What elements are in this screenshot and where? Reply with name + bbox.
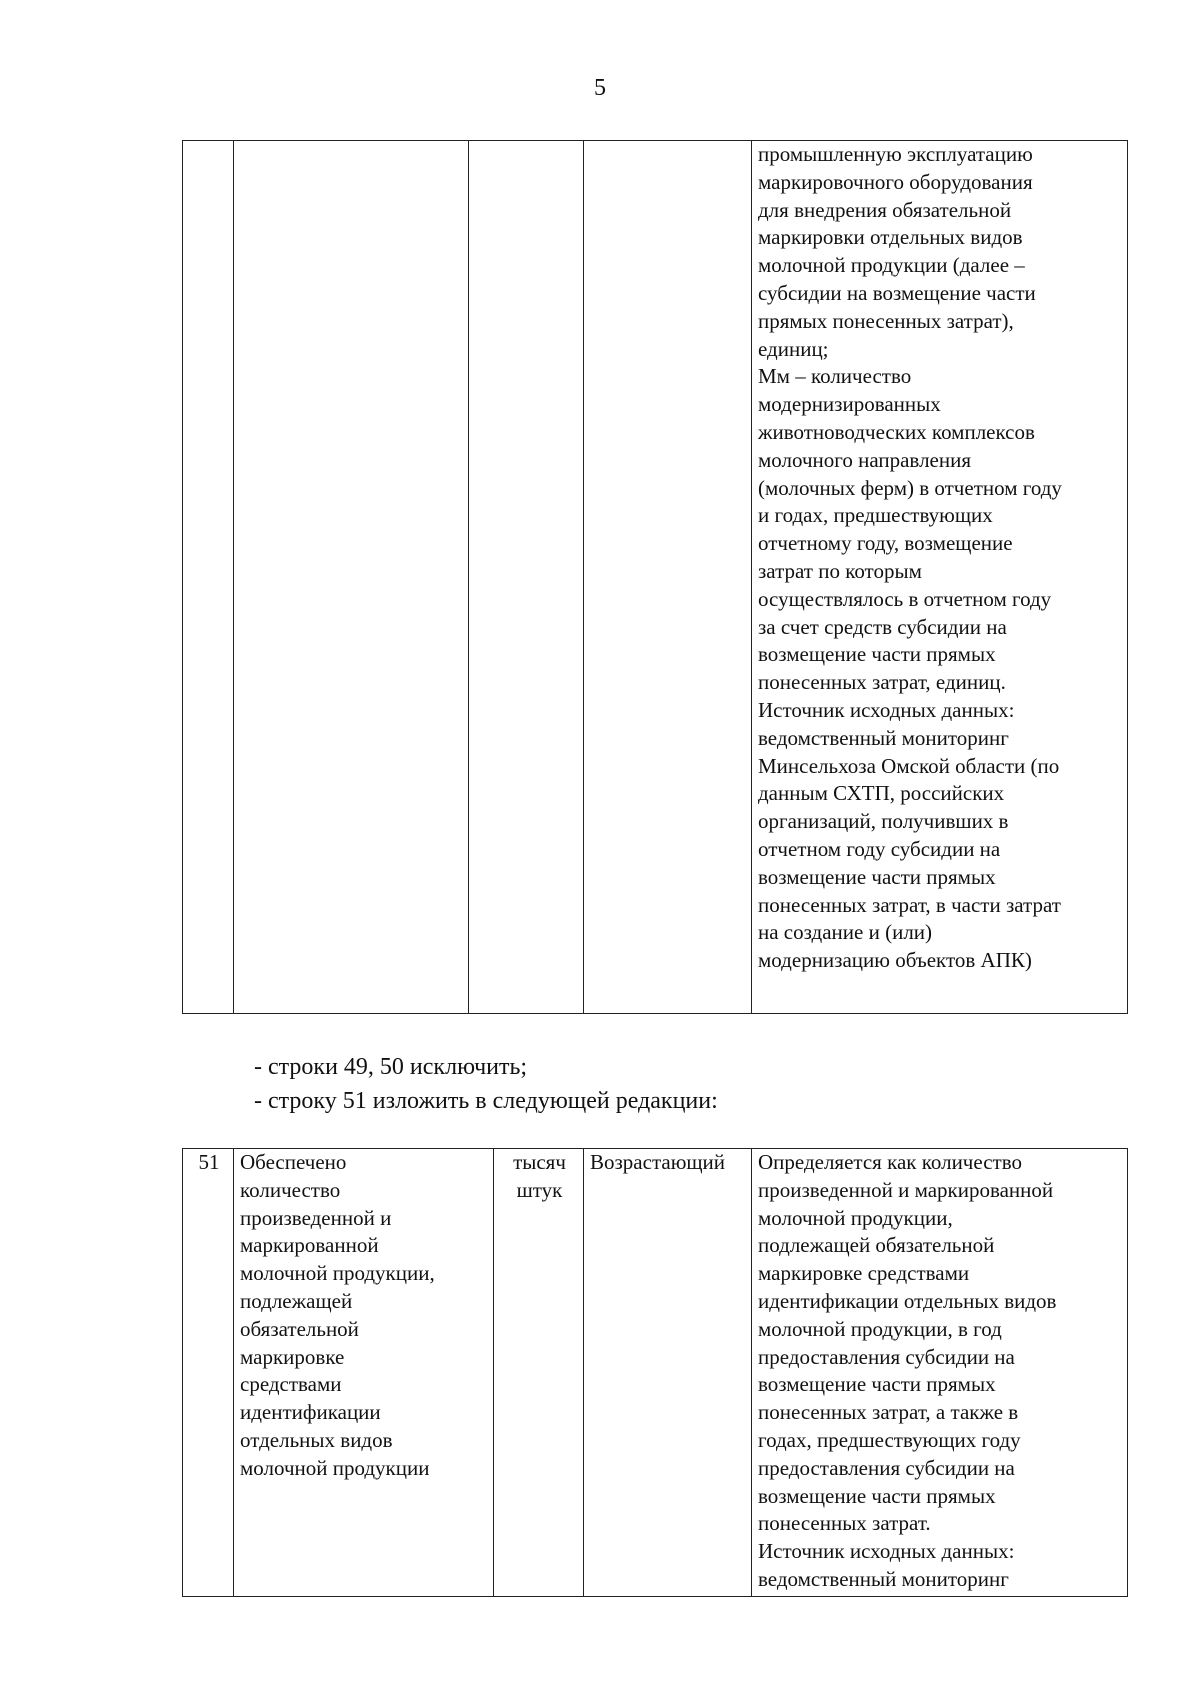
instruction-line: - строку 51 изложить в следующей редакции: — [254, 1088, 718, 1114]
description-line: молочной продукции, в год — [758, 1316, 1002, 1341]
description-line: маркировке средствами — [758, 1261, 970, 1286]
description-line: молочной продукции, — [758, 1205, 953, 1230]
description-line: промышленную эксплуатацию — [758, 142, 1033, 166]
description-line: субсидии на возмещение части — [758, 280, 1036, 305]
description-line: понесенных затрат, в части затрат — [758, 892, 1061, 917]
description-line: Источник исходных данных: — [758, 697, 1015, 722]
indicator-table-row-51 — [182, 1148, 1128, 1597]
description-line: единиц; — [758, 336, 829, 361]
description-line: за счет средств субсидии на — [758, 614, 1007, 639]
description-cell — [752, 1149, 1128, 1597]
indicator-name-cell — [234, 141, 469, 1014]
description-line: возмещение части прямых — [758, 1483, 996, 1508]
description-line: на создание и (или) — [758, 920, 933, 945]
description-line: молочной продукции (далее – — [758, 253, 1025, 278]
unit-line: штук — [516, 1177, 563, 1202]
instruction-line: - строки 49, 50 исключить; — [254, 1054, 528, 1080]
description-line: подлежащей обязательной — [758, 1233, 995, 1258]
description-line: возмещение части прямых — [758, 1372, 996, 1397]
amendment-instructions — [254, 1050, 718, 1118]
description-line: идентификации отдельных видов — [758, 1288, 1057, 1313]
description-line: произведенной и маркированной — [758, 1177, 1054, 1202]
description-line: данным СХТП, российских — [758, 781, 1005, 806]
unit-cell — [494, 1149, 584, 1597]
description-line: маркировки отдельных видов — [758, 225, 1023, 250]
indicator-line: произведенной и — [240, 1205, 392, 1230]
indicator-line: идентификации — [240, 1400, 381, 1425]
description-line: отчетном году субсидии на — [758, 836, 1001, 861]
description-line: прямых понесенных затрат), — [758, 308, 1014, 333]
description-line: годах, предшествующих году — [758, 1427, 1021, 1452]
description-line: и годах, предшествующих — [758, 503, 993, 528]
description-line: отчетному году, возмещение — [758, 531, 1013, 556]
description-line: организаций, получивших в — [758, 809, 1009, 834]
description-line: маркировочного оборудования — [758, 169, 1033, 194]
description-line: понесенных затрат, единиц. — [758, 670, 1006, 695]
description-line: животноводческих комплексов — [758, 419, 1035, 444]
indicator-line: подлежащей — [240, 1288, 353, 1313]
description-line: Определяется как количество — [758, 1150, 1022, 1174]
trend-cell: Возрастающий — [584, 1149, 752, 1597]
description-line: модернизацию объектов АПК) — [758, 948, 1032, 973]
description-cell — [752, 141, 1128, 1014]
table-row — [183, 141, 1128, 1014]
description-line: модернизированных — [758, 392, 941, 417]
description-line: ведомственный мониторинг — [758, 725, 1009, 750]
indicator-line: Обеспечено — [240, 1150, 347, 1174]
indicator-table-continuation — [182, 140, 1128, 1014]
row-number-cell: 51 — [183, 1149, 234, 1597]
description-line: Источник исходных данных: — [758, 1539, 1015, 1564]
unit-line: тысяч — [513, 1150, 566, 1174]
indicator-line: отдельных видов — [240, 1427, 393, 1452]
description-line: понесенных затрат. — [758, 1511, 931, 1536]
indicator-line: молочной продукции — [240, 1455, 430, 1480]
indicator-line: маркировке — [240, 1344, 345, 1369]
indicator-line: молочной продукции, — [240, 1261, 435, 1286]
trend-cell — [584, 141, 752, 1014]
description-line: молочного направления — [758, 447, 972, 472]
table-row — [183, 1149, 1128, 1597]
row-number-cell — [183, 141, 234, 1014]
indicator-line: количество — [240, 1177, 341, 1202]
description-line: Минсельхоза Омской области (по — [758, 753, 1060, 778]
description-line: Мм – количество — [758, 364, 912, 389]
description-line: осуществлялось в отчетном году — [758, 586, 1052, 611]
description-line: понесенных затрат, а также в — [758, 1400, 1019, 1425]
indicator-line: обязательной — [240, 1316, 359, 1341]
description-line: возмещение части прямых — [758, 642, 996, 667]
description-line: возмещение части прямых — [758, 864, 996, 889]
description-line: затрат по которым — [758, 558, 922, 583]
description-line: (молочных ферм) в отчетном году — [758, 475, 1062, 500]
description-line: для внедрения обязательной — [758, 197, 1012, 222]
indicator-line: средствами — [240, 1372, 342, 1397]
description-line: ведомственный мониторинг — [758, 1566, 1009, 1591]
page-number: 5 — [594, 75, 606, 101]
description-line: предоставления субсидии на — [758, 1344, 1015, 1369]
description-line: предоставления субсидии на — [758, 1455, 1015, 1480]
indicator-line: маркированной — [240, 1233, 379, 1258]
indicator-name-cell — [234, 1149, 494, 1597]
unit-cell — [469, 141, 584, 1014]
